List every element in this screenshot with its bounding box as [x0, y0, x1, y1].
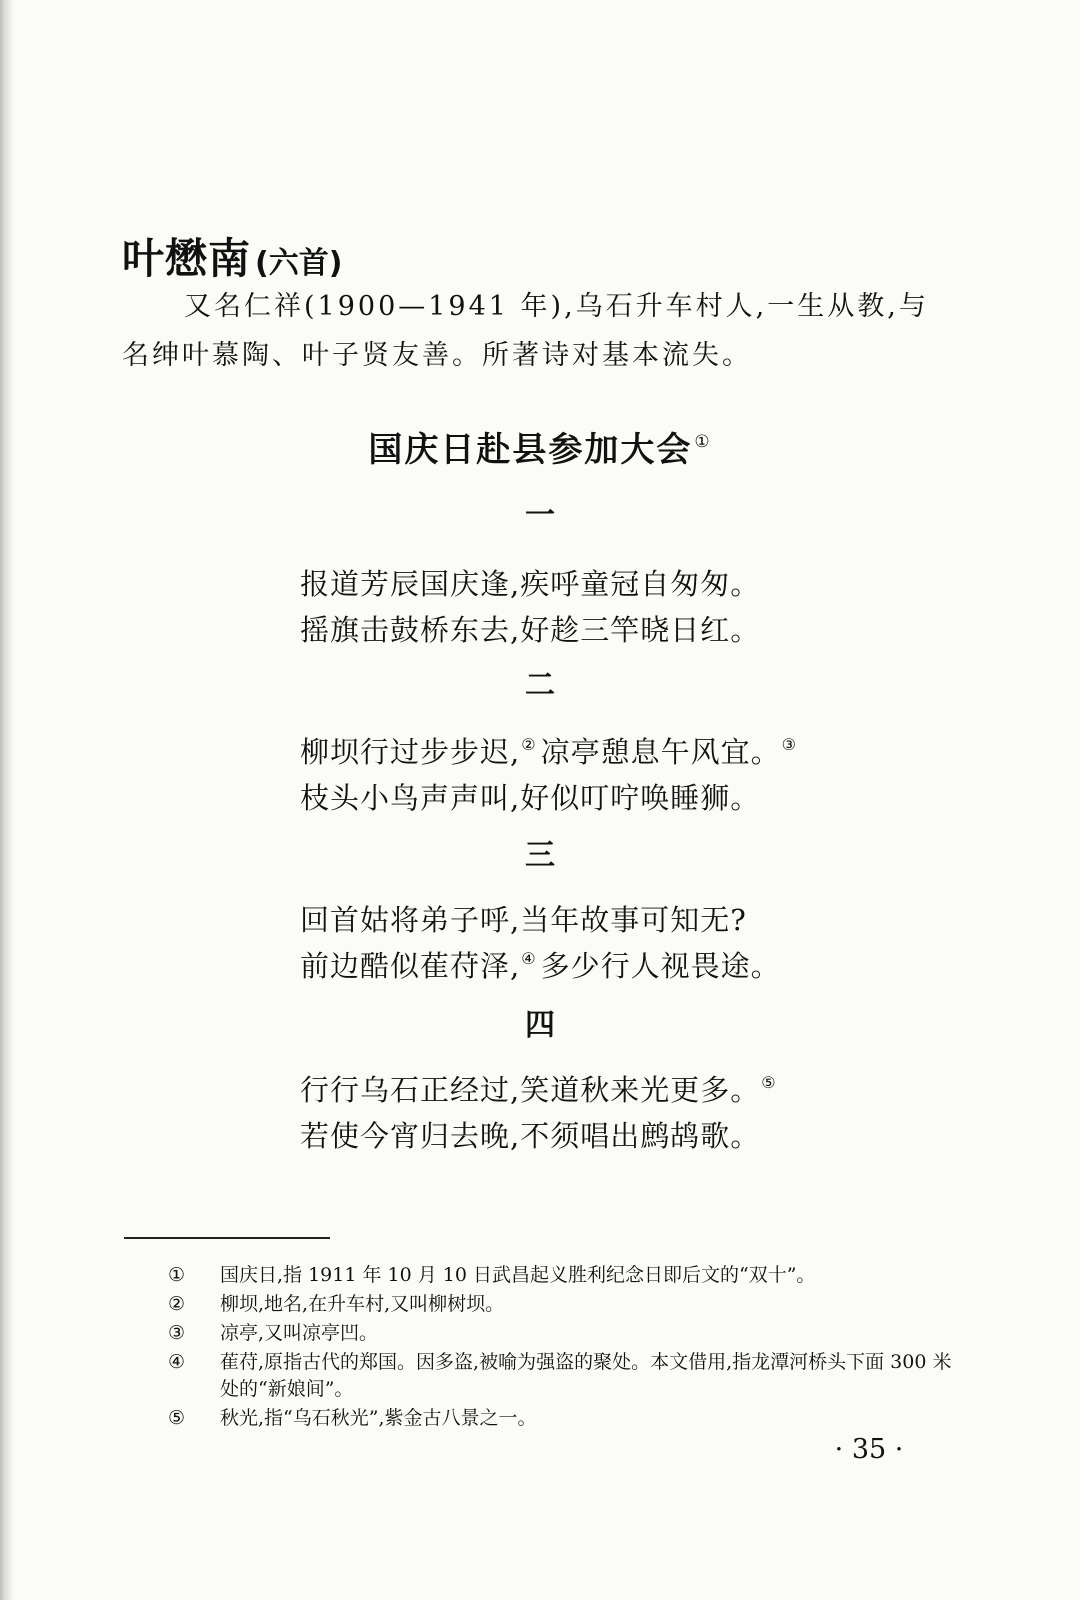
- footnote-mark: ⑤: [168, 1407, 186, 1429]
- footnote-text: 秋光,指“乌石秋光”,紫金古八景之一。: [220, 1407, 537, 1429]
- footnote-item: [168, 1262, 958, 1289]
- verse-segment: 前边酷似萑苻泽,: [300, 949, 521, 983]
- footnote-item: [168, 1291, 958, 1318]
- page-number: · 35 ·: [834, 1434, 904, 1465]
- footnote-item: [168, 1405, 958, 1432]
- footnote-text: 凉亭,又叫凉亭凹。: [220, 1322, 379, 1344]
- footnote-text: 柳坝,地名,在升车村,又叫柳树坝。: [220, 1293, 505, 1315]
- poem-title: [0, 422, 1080, 471]
- verse-line: 摇旗击鼓桥东去,好趁三竿晓日红。: [300, 613, 761, 647]
- stanza-number: 一: [525, 498, 555, 533]
- footnote-text: 萑苻,原指古代的郑国。因多盗,被喻为强盗的聚处。本文借用,指龙潭河桥头下面 300 米处的“新娘间”。: [220, 1351, 952, 1400]
- footnote-item: [168, 1320, 958, 1347]
- verse-line: 若使今宵归去晚,不须唱出鹧鸪歌。: [300, 1119, 761, 1153]
- author-bio: 又名仁祥(1900—1941 年),乌石升车村人,一生从教,与名绅叶慕陶、叶子贤友善。所著诗对基本流失。: [122, 291, 929, 371]
- footnote-mark: ②: [168, 1293, 186, 1315]
- footnote-ref: ④: [521, 949, 537, 968]
- page-edge-shadow: [0, 0, 14, 1600]
- verse-segment: 多少行人视畏途。: [540, 949, 781, 983]
- stanza-number: 三: [525, 838, 555, 873]
- verse-line: 报道芳辰国庆逢,疾呼童冠自匆匆。: [300, 567, 761, 601]
- stanza-number: 四: [525, 1008, 555, 1043]
- author-poem-count: (六首): [255, 246, 343, 281]
- footnote-ref: ⑤: [761, 1073, 777, 1092]
- footnote-ref: ①: [694, 432, 712, 452]
- verse-line: 枝头小鸟声声叫,好似叮咛唤睡狮。: [300, 781, 761, 815]
- verse-segment: 行行乌石正经过,笑道秋来光更多。: [300, 1073, 761, 1107]
- footnote-ref: ②: [521, 735, 537, 754]
- footnote-text: 国庆日,指 1911 年 10 月 10 日武昌起义胜利纪念日即后文的“双十”。: [220, 1264, 816, 1286]
- author-heading: [122, 226, 342, 286]
- author-name: 叶懋南: [122, 234, 252, 283]
- footnote-item: [168, 1349, 958, 1403]
- verse-line: [300, 1068, 781, 1109]
- verse-line: 回首姑将弟子呼,当年故事可知无?: [300, 903, 747, 937]
- footnote-mark: ④: [168, 1351, 186, 1373]
- stanza-number: 二: [525, 668, 555, 703]
- verse-line: [300, 730, 801, 771]
- verse-line: [300, 944, 781, 985]
- verse-segment: 柳坝行过步步迟,: [300, 735, 521, 769]
- verse-segment: 凉亭憩息午风宜。: [540, 735, 781, 769]
- poem-title-text: 国庆日赴县参加大会: [368, 430, 693, 470]
- footnotes: [168, 1262, 958, 1434]
- footnote-ref: ③: [781, 735, 797, 754]
- footnote-mark: ③: [168, 1322, 186, 1344]
- footnote-mark: ①: [168, 1264, 186, 1286]
- footnote-divider: [124, 1237, 330, 1239]
